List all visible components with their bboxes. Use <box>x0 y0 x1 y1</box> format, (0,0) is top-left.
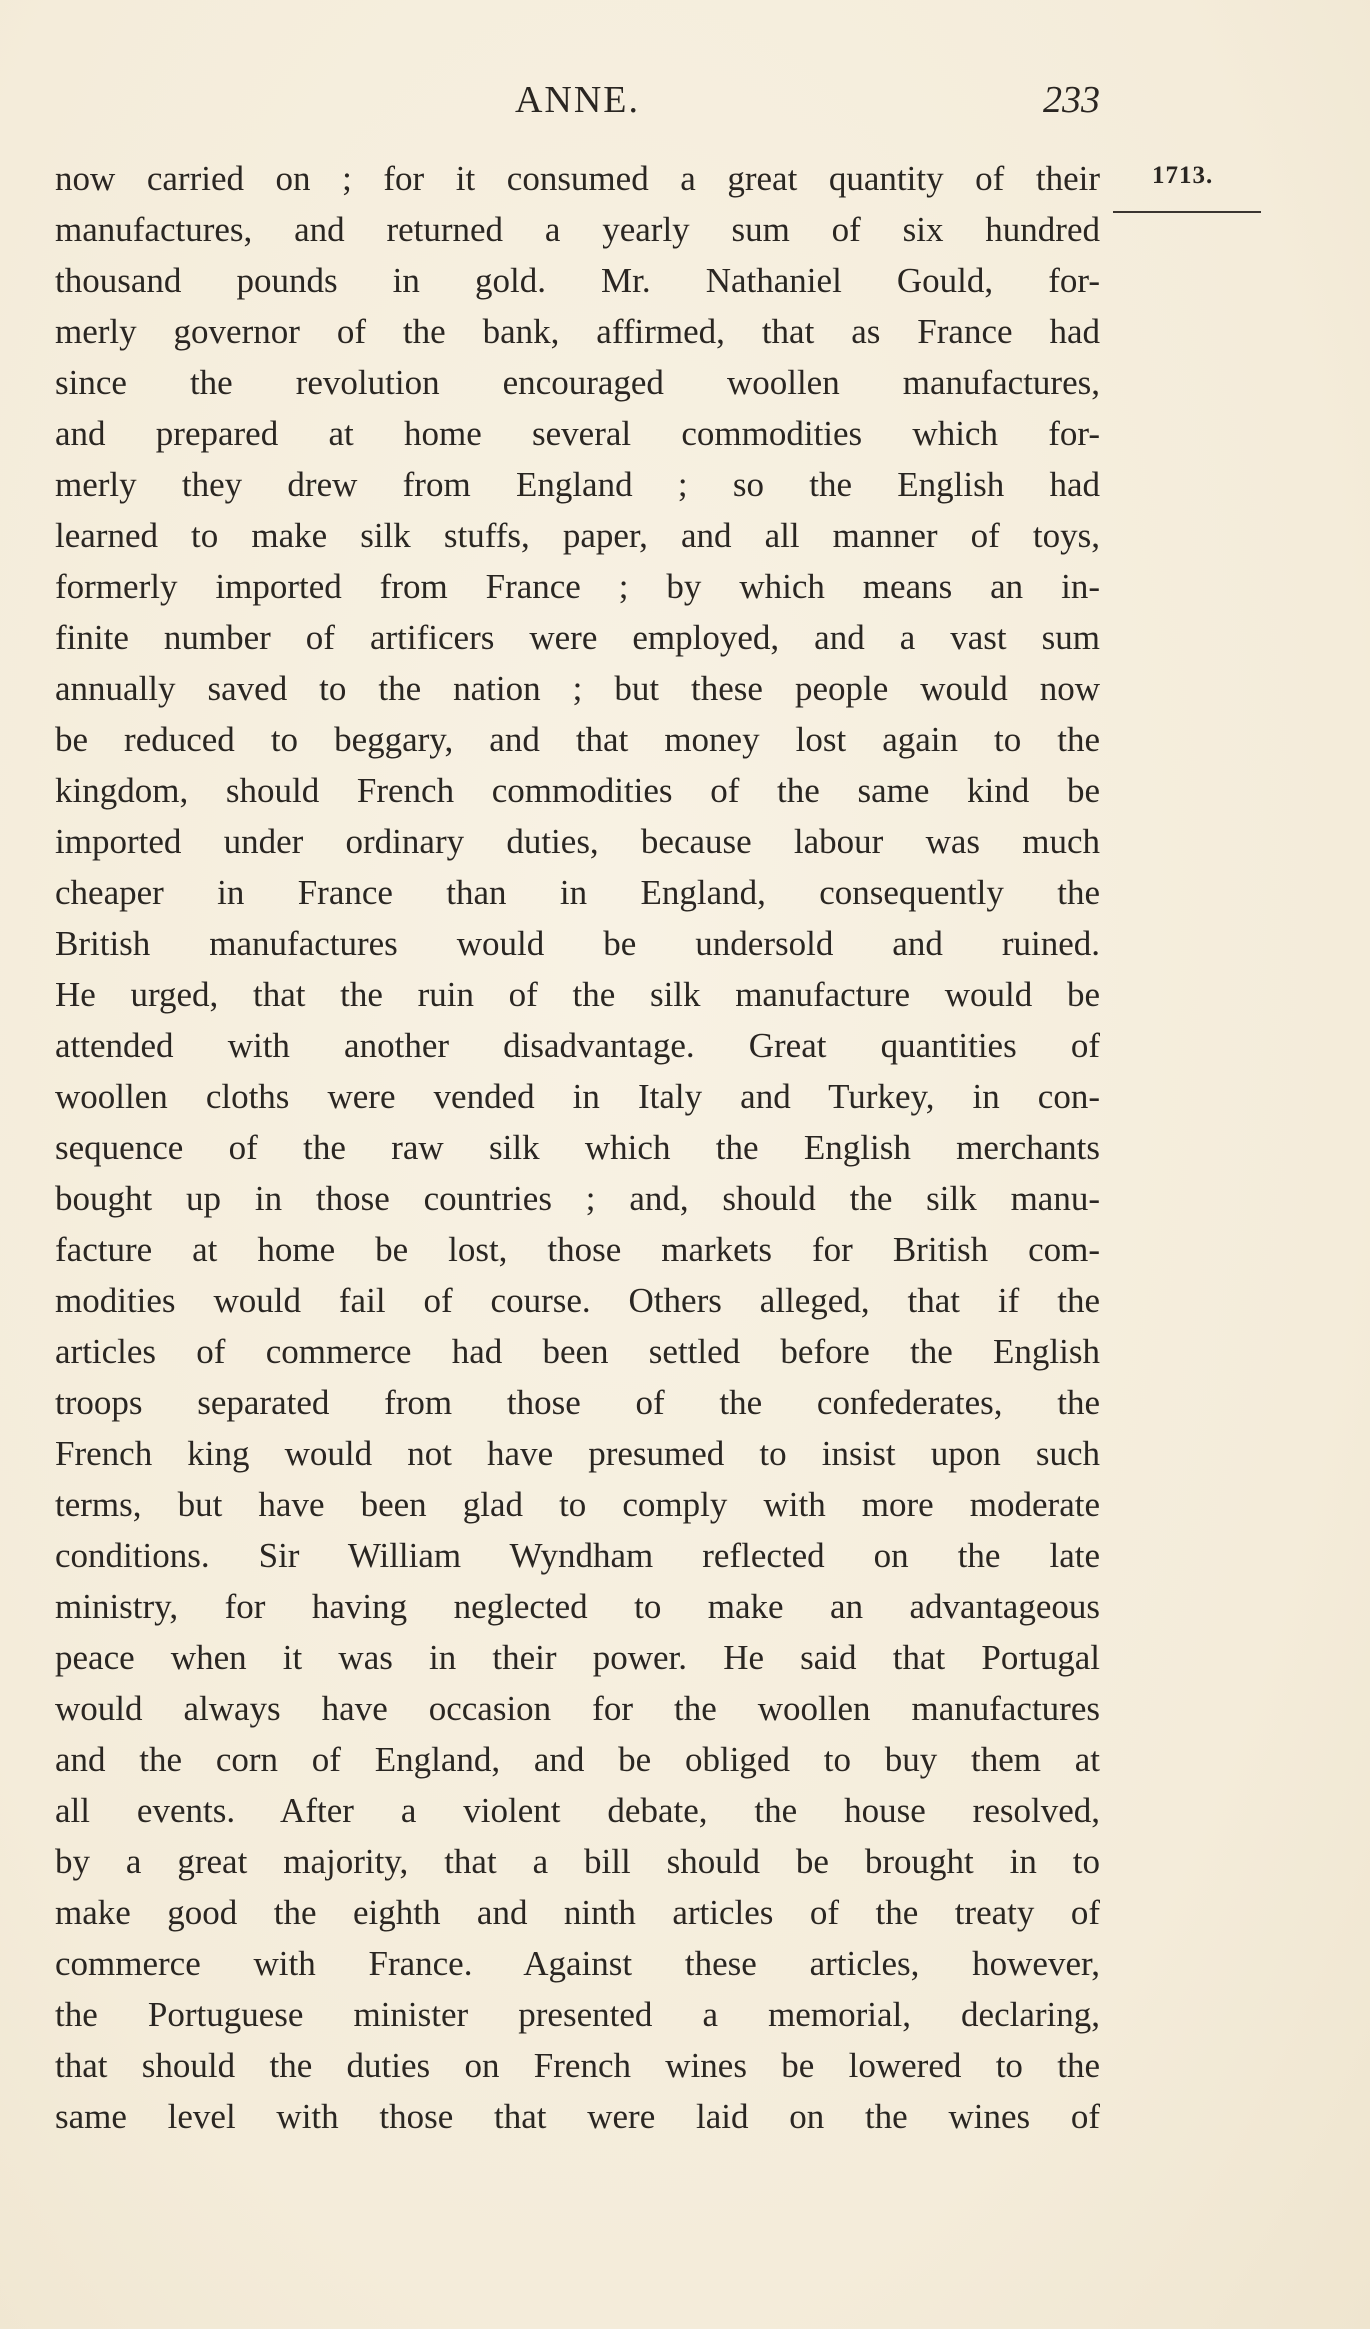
text-line: annually saved to the nation ; but these people would now <box>55 669 1100 708</box>
text-line: merly they drew from England ; so the English had <box>55 465 1100 504</box>
text-line: modities would fail of course. Others alleged, that if the <box>55 1281 1100 1320</box>
text-line: would always have occasion for the woollen manufactures <box>55 1689 1100 1728</box>
text-line: thousand pounds in gold. Mr. Nathaniel Gould, for- <box>55 261 1100 300</box>
text-line: French king would not have presumed to insist upon such <box>55 1434 1100 1473</box>
text-line: attended with another disadvantage. Great quantities of <box>55 1026 1100 1065</box>
text-line: merly governor of the bank, affirmed, that as France had <box>55 312 1100 351</box>
text-line: conditions. Sir William Wyndham reflected on the late <box>55 1536 1100 1575</box>
text-line: peace when it was in their power. He said that Portugal <box>55 1638 1100 1677</box>
text-line: ministry, for having neglected to make an advantageous <box>55 1587 1100 1626</box>
text-line: commerce with France. Against these articles, however, <box>55 1944 1100 1983</box>
text-line: terms, but have been glad to comply with more moderate <box>55 1485 1100 1524</box>
text-line: that should the duties on French wines be lowered to the <box>55 2046 1100 2085</box>
text-line: be reduced to beggary, and that money lost again to the <box>55 720 1100 759</box>
text-line: the Portuguese minister presented a memorial, declaring, <box>55 1995 1100 2034</box>
text-line: He urged, that the ruin of the silk manufacture would be <box>55 975 1100 1014</box>
text-line: British manufactures would be undersold and ruined. <box>55 924 1100 963</box>
page-number: 233 <box>1043 79 1100 121</box>
text-line: facture at home be lost, those markets for British com- <box>55 1230 1100 1269</box>
text-line: and prepared at home several commodities which for- <box>55 414 1100 453</box>
text-line: all events. After a violent debate, the house resolved, <box>55 1791 1100 1830</box>
text-line: by a great majority, that a bill should be brought in to <box>55 1842 1100 1881</box>
text-line: and the corn of England, and be obliged to buy them at <box>55 1740 1100 1779</box>
running-head <box>55 72 1100 124</box>
text-line: since the revolution encouraged woollen manufactures, <box>55 363 1100 402</box>
text-line: cheaper in France than in England, consequently the <box>55 873 1100 912</box>
margin-rule <box>1113 211 1261 213</box>
text-line: make good the eighth and ninth articles of the treaty of <box>55 1893 1100 1932</box>
text-line: finite number of artificers were employed, and a vast sum <box>55 618 1100 657</box>
text-line: bought up in those countries ; and, should the silk manu- <box>55 1179 1100 1218</box>
text-line: imported under ordinary duties, because labour was much <box>55 822 1100 861</box>
text-line: sequence of the raw silk which the English merchants <box>55 1128 1100 1167</box>
running-title: ANNE. <box>514 79 641 121</box>
text-line: articles of commerce had been settled before the English <box>55 1332 1100 1371</box>
body-text <box>55 153 1100 2142</box>
text-line: learned to make silk stuffs, paper, and all manner of toys, <box>55 516 1100 555</box>
text-line: manufactures, and returned a yearly sum of six hundred <box>55 210 1100 249</box>
text-line: formerly imported from France ; by which means an in- <box>55 567 1100 606</box>
text-line: woollen cloths were vended in Italy and Turkey, in con- <box>55 1077 1100 1116</box>
text-line: kingdom, should French commodities of the same kind be <box>55 771 1100 810</box>
text-line: same level with those that were laid on the wines of <box>55 2097 1100 2136</box>
text-line: troops separated from those of the confederates, the <box>55 1383 1100 1422</box>
text-line: now carried on ; for it consumed a great quantity of their <box>55 159 1100 198</box>
margin-year-note: 1713. <box>1152 162 1214 189</box>
